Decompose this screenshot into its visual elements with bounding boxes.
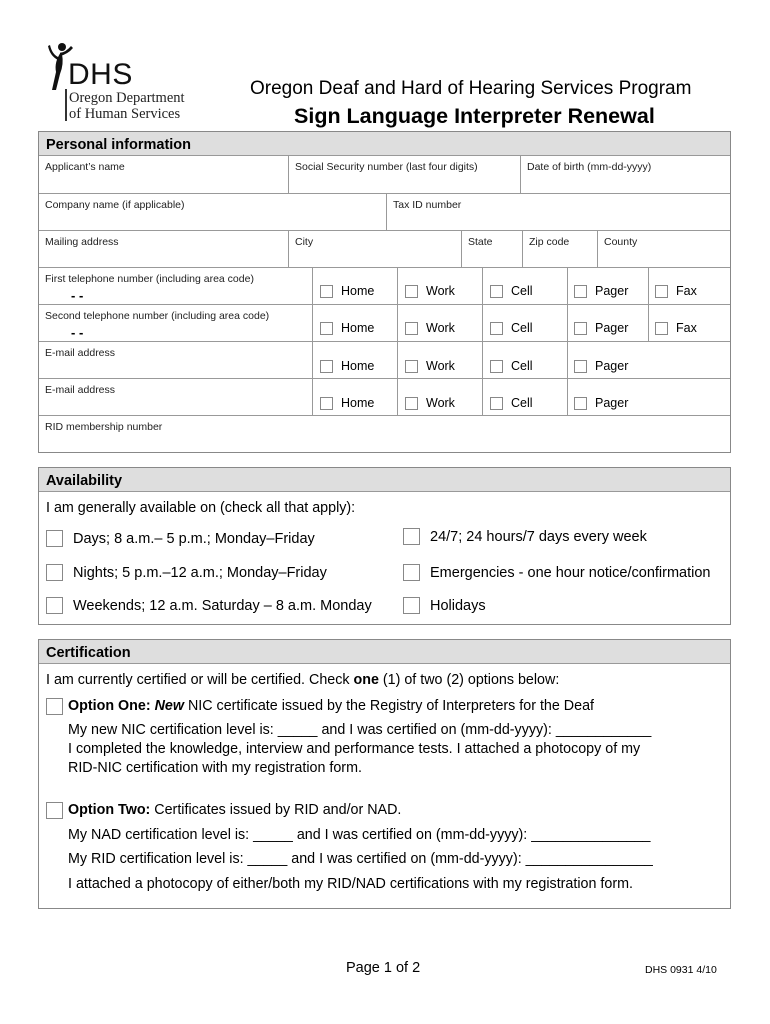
phone1-cell-checkbox[interactable]: Cell — [490, 284, 533, 298]
option-two-line3: I attached a photocopy of either/both my RID/NAD certifications with my registration form. — [68, 876, 633, 892]
email2-home-checkbox[interactable]: Home — [320, 396, 374, 410]
phone2-cell-checkbox[interactable]: Cell — [490, 321, 533, 335]
phone2-pager-checkbox[interactable]: Pager — [574, 321, 628, 335]
email1-pager-checkbox[interactable]: Pager — [574, 359, 628, 373]
certification-section — [38, 639, 731, 909]
phone2-home-cell — [312, 305, 397, 341]
phone1-label: First telephone number (including area code) — [45, 273, 254, 285]
dhs-logo — [40, 42, 210, 126]
email1-home-checkbox[interactable]: Home — [320, 359, 374, 373]
name-row — [39, 156, 730, 194]
address-row — [39, 231, 730, 268]
phone1-dashes: - - — [71, 288, 84, 303]
rid-label: RID membership number — [45, 421, 163, 433]
state-field[interactable] — [461, 231, 522, 267]
email2-pager-cell — [567, 379, 730, 415]
phone2-cell-cell — [482, 305, 567, 341]
email1-cell-checkbox[interactable]: Cell — [490, 359, 533, 373]
phone1-work-checkbox[interactable]: Work — [405, 284, 455, 298]
dob-label: Date of birth (mm-dd-yyyy) — [527, 161, 652, 173]
phone1-home-checkbox[interactable]: Home — [320, 284, 374, 298]
logo-abbrev: DHS — [68, 58, 133, 91]
phone2-field[interactable] — [39, 305, 312, 341]
avail-nights-checkbox[interactable]: Nights; 5 p.m.–12 a.m.; Monday–Friday — [46, 564, 327, 581]
phone1-pager-checkbox[interactable]: Pager — [574, 284, 628, 298]
email2-home-cell — [312, 379, 397, 415]
phone1-home-cell — [312, 268, 397, 304]
tax-id-field[interactable] — [386, 194, 730, 230]
avail-days-checkbox[interactable]: Days; 8 a.m.– 5 p.m.; Monday–Friday — [46, 530, 315, 547]
phone1-fax-cell — [648, 268, 730, 304]
certification-intro: I am currently certified or will be certified. Check one (1) of two (2) options below: — [46, 672, 560, 688]
option-one-title: Option One: New NIC certificate issued by the Registry of Interpreters for the Deaf — [68, 698, 595, 714]
company-label: Company name (if applicable) — [45, 199, 185, 211]
county-label: County — [604, 236, 638, 248]
email2-label: E-mail address — [45, 384, 116, 396]
certification-heading: Certification — [39, 640, 730, 664]
applicant-name-field[interactable] — [39, 156, 288, 193]
logo-rule — [65, 89, 67, 121]
email2-work-checkbox[interactable]: Work — [405, 396, 455, 410]
option-two-title: Option Two: Certificates issued by RID and/or NAD. — [68, 802, 402, 818]
dob-field[interactable] — [520, 156, 730, 193]
phone2-label: Second telephone number (including area code) — [45, 310, 270, 322]
city-label: City — [295, 236, 314, 248]
email1-work-cell — [397, 342, 482, 378]
logo-line2: of Human Services — [69, 106, 181, 122]
phone2-work-checkbox[interactable]: Work — [405, 321, 455, 335]
option-two-line1: My NAD certification level is: _____ and I was certified on (mm-dd-yyyy): _______________ — [68, 827, 651, 843]
avail-emergencies-checkbox[interactable]: Emergencies - one hour notice/confirmation — [403, 564, 710, 581]
email2-cell-cell — [482, 379, 567, 415]
personal-information-section — [38, 131, 731, 453]
applicant-name-label: Applicant’s name — [45, 161, 125, 173]
phone2-dashes: - - — [71, 325, 84, 340]
rid-row — [39, 416, 730, 453]
email1-home-cell — [312, 342, 397, 378]
phone1-work-cell — [397, 268, 482, 304]
phone2-work-cell — [397, 305, 482, 341]
mailing-label: Mailing address — [45, 236, 119, 248]
avail-holidays-checkbox[interactable]: Holidays — [403, 597, 486, 614]
email1-row — [39, 342, 730, 379]
phone1-row — [39, 268, 730, 305]
ssn-field[interactable] — [288, 156, 520, 193]
phone2-home-checkbox[interactable]: Home — [320, 321, 374, 335]
personal-heading: Personal information — [39, 132, 730, 156]
phone1-pager-cell — [567, 268, 648, 304]
company-row — [39, 194, 730, 231]
phone2-fax-checkbox[interactable]: Fax — [655, 321, 697, 335]
phone1-cell-cell — [482, 268, 567, 304]
availability-intro: I am generally available on (check all that apply): — [46, 500, 356, 516]
email2-work-cell — [397, 379, 482, 415]
avail-247-checkbox[interactable]: 24/7; 24 hours/7 days every week — [403, 528, 647, 545]
option-one-line3: RID-NIC certification with my registration form. — [68, 760, 362, 776]
email2-row — [39, 379, 730, 416]
option-one-checkbox[interactable] — [46, 698, 63, 715]
email1-label: E-mail address — [45, 347, 116, 359]
option-one-line1: My new NIC certification level is: _____ and I was certified on (mm-dd-yyyy): ____________ — [68, 722, 652, 738]
availability-heading: Availability — [39, 468, 730, 492]
page-number: Page 1 of 2 — [346, 960, 421, 976]
option-two-checkbox[interactable] — [46, 802, 63, 819]
availability-section — [38, 467, 731, 625]
email1-field[interactable] — [39, 342, 312, 378]
phone2-fax-cell — [648, 305, 730, 341]
tax-id-label: Tax ID number — [393, 199, 462, 211]
email2-field[interactable] — [39, 379, 312, 415]
email1-pager-cell — [567, 342, 730, 378]
email1-work-checkbox[interactable]: Work — [405, 359, 455, 373]
phone1-field[interactable] — [39, 268, 312, 304]
program-name: Oregon Deaf and Hard of Hearing Services Program — [250, 78, 692, 99]
phone2-pager-cell — [567, 305, 648, 341]
email1-cell-cell — [482, 342, 567, 378]
city-field[interactable] — [288, 231, 461, 267]
email2-pager-checkbox[interactable]: Pager — [574, 396, 628, 410]
ssn-label: Social Security number (last four digits) — [295, 161, 478, 173]
phone2-row — [39, 305, 730, 342]
form-title: Sign Language Interpreter Renewal — [294, 104, 655, 128]
phone1-fax-checkbox[interactable]: Fax — [655, 284, 697, 298]
company-field[interactable] — [39, 194, 386, 230]
form-code: DHS 0931 4/10 — [645, 964, 717, 976]
rid-number-field[interactable] — [39, 416, 730, 453]
avail-weekends-checkbox[interactable]: Weekends; 12 a.m. Saturday – 8 a.m. Monday — [46, 597, 372, 614]
mailing-address-field[interactable] — [39, 231, 288, 267]
state-label: State — [468, 236, 493, 248]
county-field[interactable] — [597, 231, 730, 267]
option-two-line2: My RID certification level is: _____ and I was certified on (mm-dd-yyyy): ________________ — [68, 851, 653, 867]
zip-label: Zip code — [529, 236, 570, 248]
logo-line1: Oregon Department — [69, 90, 185, 106]
email2-cell-checkbox[interactable]: Cell — [490, 396, 533, 410]
option-one-line2: I completed the knowledge, interview and performance tests. I attached a photocopy of my — [68, 741, 641, 757]
zip-field[interactable] — [522, 231, 597, 267]
